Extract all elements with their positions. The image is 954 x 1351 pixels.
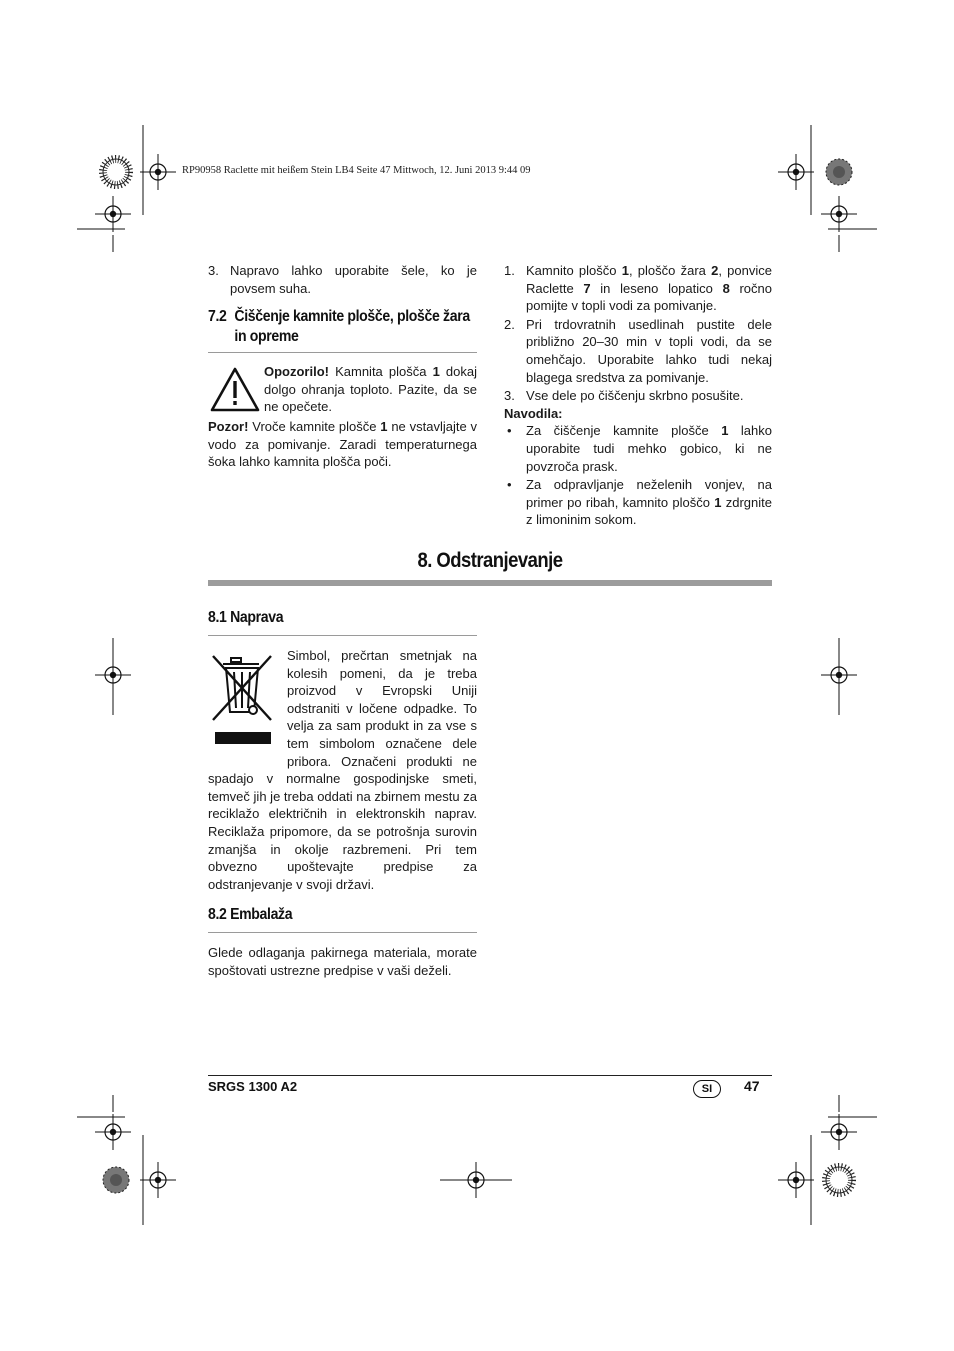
page-number: 47 (744, 1078, 760, 1094)
chapter-rule (208, 580, 772, 586)
bullet-item (504, 476, 772, 529)
list-text: Vse dele po čiščenju skrbno posušite. (526, 388, 744, 404)
section-rule (208, 932, 477, 933)
bullet-text: Za odpravljanje neželenih vonjev, na primer po ribah, kamnito ploščo 1 zdrgnite z limoninim sokom. (526, 477, 772, 528)
color-wheel-icon (103, 159, 129, 185)
weee-paragraph: Simbol, prečrtan smetnjak na kolesih pomeni, da je treba proizvod v Evropski Uniji odstraniti v ločene odpadke. To velja za sam produkt in za vse s tem simbolom označene dele pribora. Označeni produkti ne spadajo v normalne gospodinjske smeti, temveč jih je treba oddati na zbirnem mestu za reciklažo električnih in elektronskih naprav. Reciklaža pripomore, da se potrošnja surovin zmanjša in okolje razbremeni. Pri tem obvezno upoštevajte predpise za odstranjevanje v svoji državi. (208, 648, 477, 892)
left-column (208, 262, 477, 297)
section-heading-7-2 (208, 307, 481, 347)
list-number: 3. (504, 388, 515, 404)
list-number: 2. (504, 316, 515, 332)
section-rule (208, 352, 477, 353)
registration-mark-icon (95, 1114, 131, 1150)
section-heading-8-1: 8.1 Naprava (208, 609, 284, 626)
bullet-text: Za čiščenje kamnite plošče 1 lahko uporabite tudi mehko gobico, ki ne povzroča prask. (526, 423, 772, 474)
list-number: 1. (504, 263, 515, 278)
registration-mark-icon (778, 1162, 814, 1198)
warning-label: Opozorilo! (264, 364, 329, 379)
warning-text: Opozorilo! Kamnita plošča 1 dokaj dolgo ohranja toploto. Pazite, da se ne opečete. (264, 364, 477, 415)
registration-mark-icon (140, 154, 176, 190)
warning-triangle-icon (210, 367, 260, 413)
list-number: 3. (208, 263, 219, 278)
list-text: Napravo lahko uporabite šele, ko je povsem suha. (230, 263, 477, 296)
bullet: • (507, 477, 512, 493)
registration-mark-icon (95, 196, 131, 232)
color-wheel-icon (103, 1167, 129, 1193)
list-item (504, 262, 772, 315)
section-8-1-text (208, 647, 477, 893)
caution-text: Pozor! Vroče kamnite plošče 1 ne vstavljajte v vodo za pomivanje. Zaradi temperaturnega šoka lahko kamnita plošča poči. (208, 419, 477, 470)
chapter-title: 8. Odstranjevanje (417, 549, 563, 572)
registration-mark-icon (821, 1114, 857, 1150)
part-ref: 1 (380, 419, 388, 434)
list-item (504, 387, 772, 405)
part-ref: 1 (432, 364, 440, 379)
tips-label: Navodila: (504, 405, 563, 421)
language-badge: SI (693, 1080, 721, 1098)
print-job-info: RP90958 Raclette mit heißem Stein LB4 Seite 47 Mittwoch, 12. Juni 2013 9:44 09 (182, 165, 531, 176)
list-item (208, 262, 477, 297)
section-8-2-text: Glede odlaganja pakirnega materiala, morate spoštovati ustrezne predpise v vaši deželi. (208, 945, 477, 978)
footer-model: SRGS 1300 A2 (208, 1079, 298, 1094)
list-text: Pri trdovratnih usedlinah pustite dele približno 20–30 min v topli vodi, da se omehčajo. Uporabite lahko tudi nekaj blagega sredstva za pomivanje. (526, 316, 772, 385)
section-rule (208, 635, 477, 636)
footer-rule (208, 1075, 772, 1076)
registration-mark-icon (778, 154, 814, 190)
section-title-line2: in opreme (234, 328, 299, 345)
section-number: 7.2 (208, 308, 227, 325)
color-wheel-icon (826, 1167, 852, 1193)
caution-label: Pozor! (208, 419, 249, 434)
registration-mark-icon (821, 196, 857, 232)
color-wheel-icon (826, 159, 852, 185)
list-text: Kamnito ploščo 1, ploščo žara 2, ponvice Raclette 7 in leseno lopatico 8 ročno pomijte v topli vodi za pomivanje. (526, 263, 772, 314)
section-title-line1: Čiščenje kamnite plošče, plošče žara (234, 308, 470, 325)
section-heading-8-2: 8.2 Embalaža (208, 906, 293, 923)
bullet-item (504, 422, 772, 475)
list-item (504, 316, 772, 386)
registration-mark-icon (140, 1162, 176, 1198)
right-column (504, 262, 772, 530)
bullet: • (507, 423, 512, 439)
